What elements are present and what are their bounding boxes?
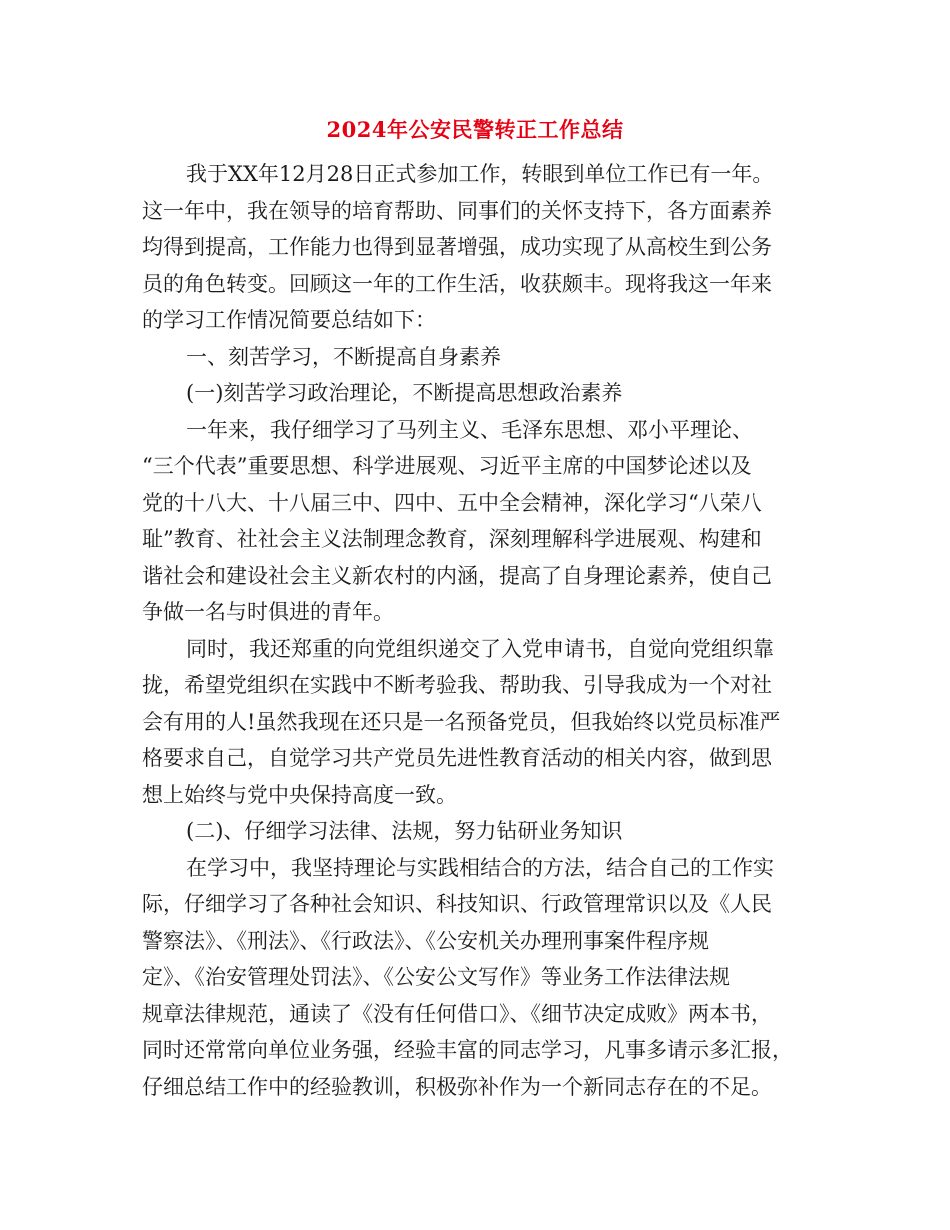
text-line: 规章法律规范，通读了《没有任何借口》、《细节决定成败》两本书，	[142, 1001, 772, 1026]
document-title: 2024年公安民警转正工作总结	[326, 117, 624, 142]
text-line: 同时还常常向单位业务强，经验丰富的同志学习，凡事多请示多汇报，	[142, 1038, 793, 1062]
text-line: 均得到提高，工作能力也得到显著增强，成功实现了从高校生到公务	[142, 235, 772, 259]
text-line: 员的角色转变。回顾这一年的工作生活，收获颇丰。现将我这一年来	[142, 271, 772, 296]
text-line: 想上始终与党中央保持高度一致。	[142, 782, 457, 807]
text-line: 定》、《治安管理处罚法》、《公安公文写作》等业务工作法律法规	[142, 965, 730, 989]
text-line: 党的十八大、十八届三中、四中、五中全会精神，深化学习“八荣八	[142, 490, 762, 515]
text-line: 拢，希望党组织在实践中不断考验我、帮助我、引导我成为一个对社	[142, 673, 772, 697]
text-line: 在学习中，我坚持理论与实践相结合的方法，结合自己的工作实	[186, 855, 774, 880]
text-line: 一、刻苦学习，不断提高自身素养	[186, 344, 501, 369]
text-line: 谐社会和建设社会主义新农村的内涵，提高了自身理论素养，使自己	[142, 563, 772, 588]
text-line: 际，仔细学习了各种社会知识、科技知识、行政管理常识以及《人民	[142, 892, 772, 916]
text-line: 会有用的人!虽然我现在还只是一名预备党员，但我始终以党员标准严	[142, 709, 781, 734]
text-line: 耻”教育、社社会主义法制理念教育，深刻理解科学进展观、构建和	[142, 527, 762, 551]
text-line: 我于XX年12月28日正式参加工作，转眼到单位工作已有一年。	[186, 162, 774, 186]
text-line: (二)、仔细学习法律、法规，努力钻研业务知识	[186, 819, 623, 843]
text-line: 这一年中，我在领导的培育帮助、同事们的关怀支持下，各方面素养	[142, 198, 772, 223]
text-line: (一)刻苦学习政治理论，不断提高思想政治素养	[186, 381, 623, 405]
text-line: 一年来，我仔细学习了马列主义、毛泽东思想、邓小平理论、	[186, 417, 753, 442]
text-line: 仔细总结工作中的经验教训，积极弥补作为一个新同志存在的不足。	[142, 1074, 772, 1099]
text-line: 的学习工作情况简要总结如下：	[142, 308, 436, 332]
text-line: “三个代表”重要思想、科学进展观、习近平主席的中国梦论述以及	[142, 454, 752, 478]
text-line: 格要求自己，自觉学习共产党员先进性教育活动的相关内容，做到思	[142, 746, 772, 770]
text-line: 争做一名与时俱进的青年。	[142, 600, 394, 624]
text-line: 警察法》、《刑法》、《行政法》、《公安机关办理刑事案件程序规	[142, 928, 709, 953]
document-body	[142, 156, 810, 1105]
text-line: 同时，我还郑重的向党组织递交了入党申请书，自觉向党组织靠	[186, 636, 774, 661]
